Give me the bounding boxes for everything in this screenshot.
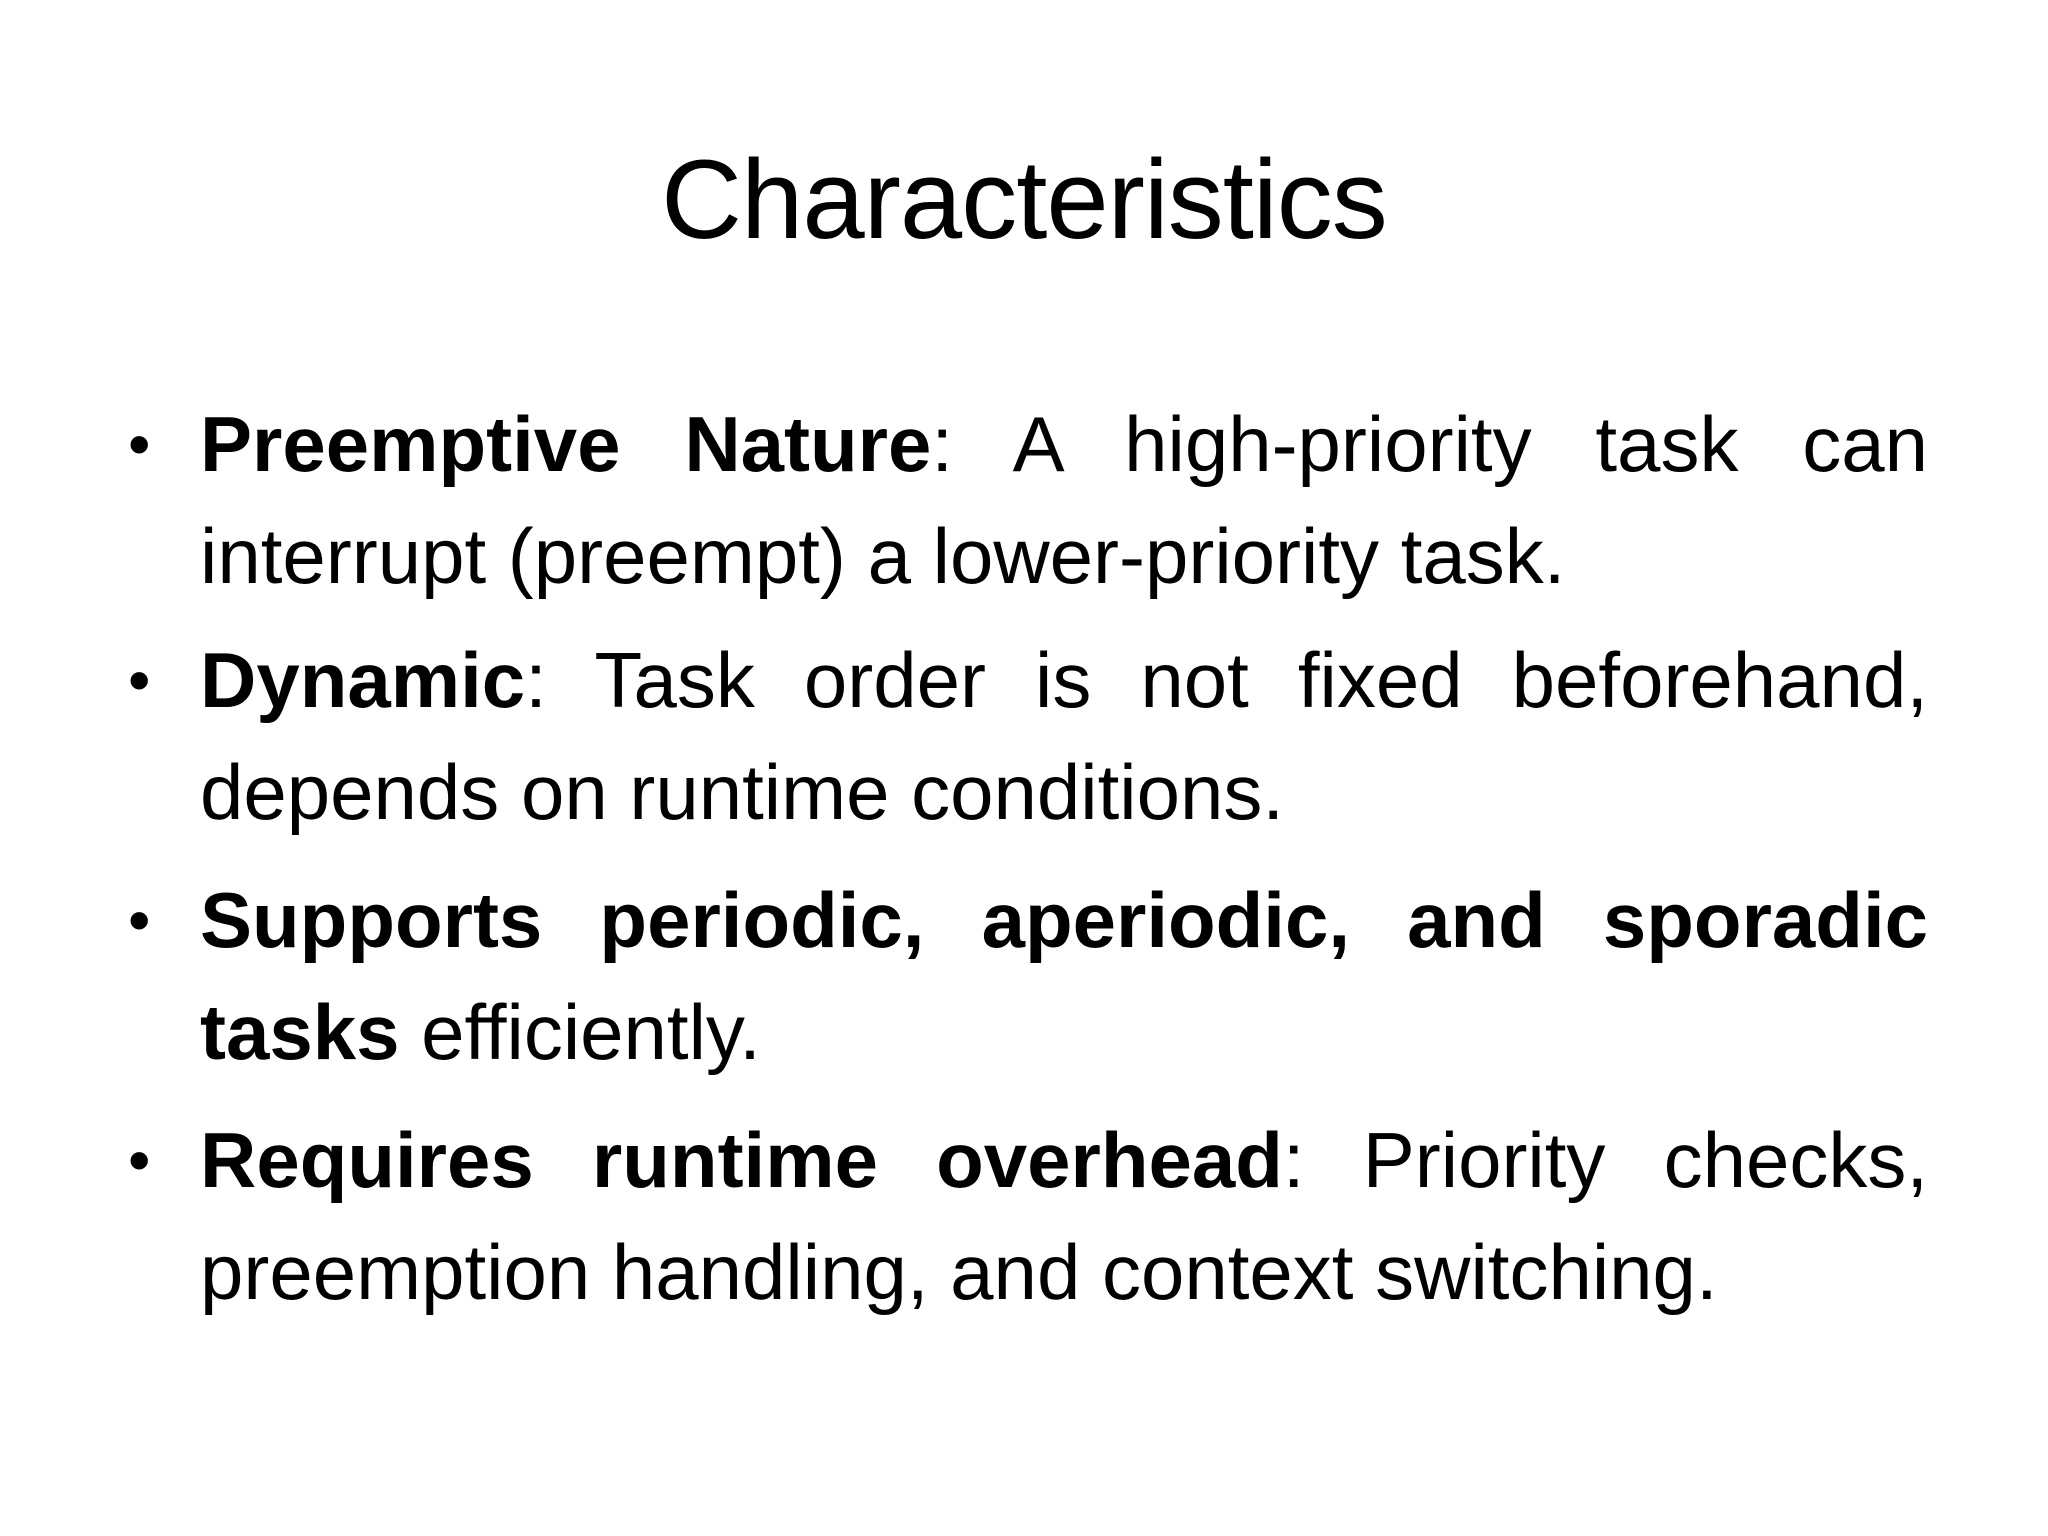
- bullet-text: : Task order is not fixed beforehand, depends on runtime conditions.: [200, 636, 1928, 836]
- bullet-text: : Priority checks, preemption handling, and context switching.: [200, 1116, 1928, 1316]
- bullet-item: [128, 388, 1928, 612]
- bullet-icon: •: [128, 1124, 151, 1196]
- bullet-icon: •: [128, 884, 151, 956]
- bullet-icon: •: [128, 408, 151, 480]
- bullet-item: [128, 624, 1928, 848]
- bullet-text: efficiently.: [399, 988, 761, 1076]
- bullet-item: [128, 1104, 1928, 1328]
- bullet-keyword: Dynamic: [200, 636, 526, 724]
- bullet-item: [128, 864, 1928, 1088]
- bullet-text: : A high-priority task can interrupt (preempt) a lower-priority task.: [200, 400, 1928, 600]
- bullet-keyword: Supports periodic, aperiodic, and sporadic tasks: [200, 876, 1928, 1076]
- bullet-icon: •: [128, 644, 151, 716]
- bullet-keyword: Requires runtime overhead: [200, 1116, 1283, 1204]
- bullet-keyword: Preemptive Nature: [200, 400, 932, 488]
- slide-title: Characteristics: [661, 137, 1387, 262]
